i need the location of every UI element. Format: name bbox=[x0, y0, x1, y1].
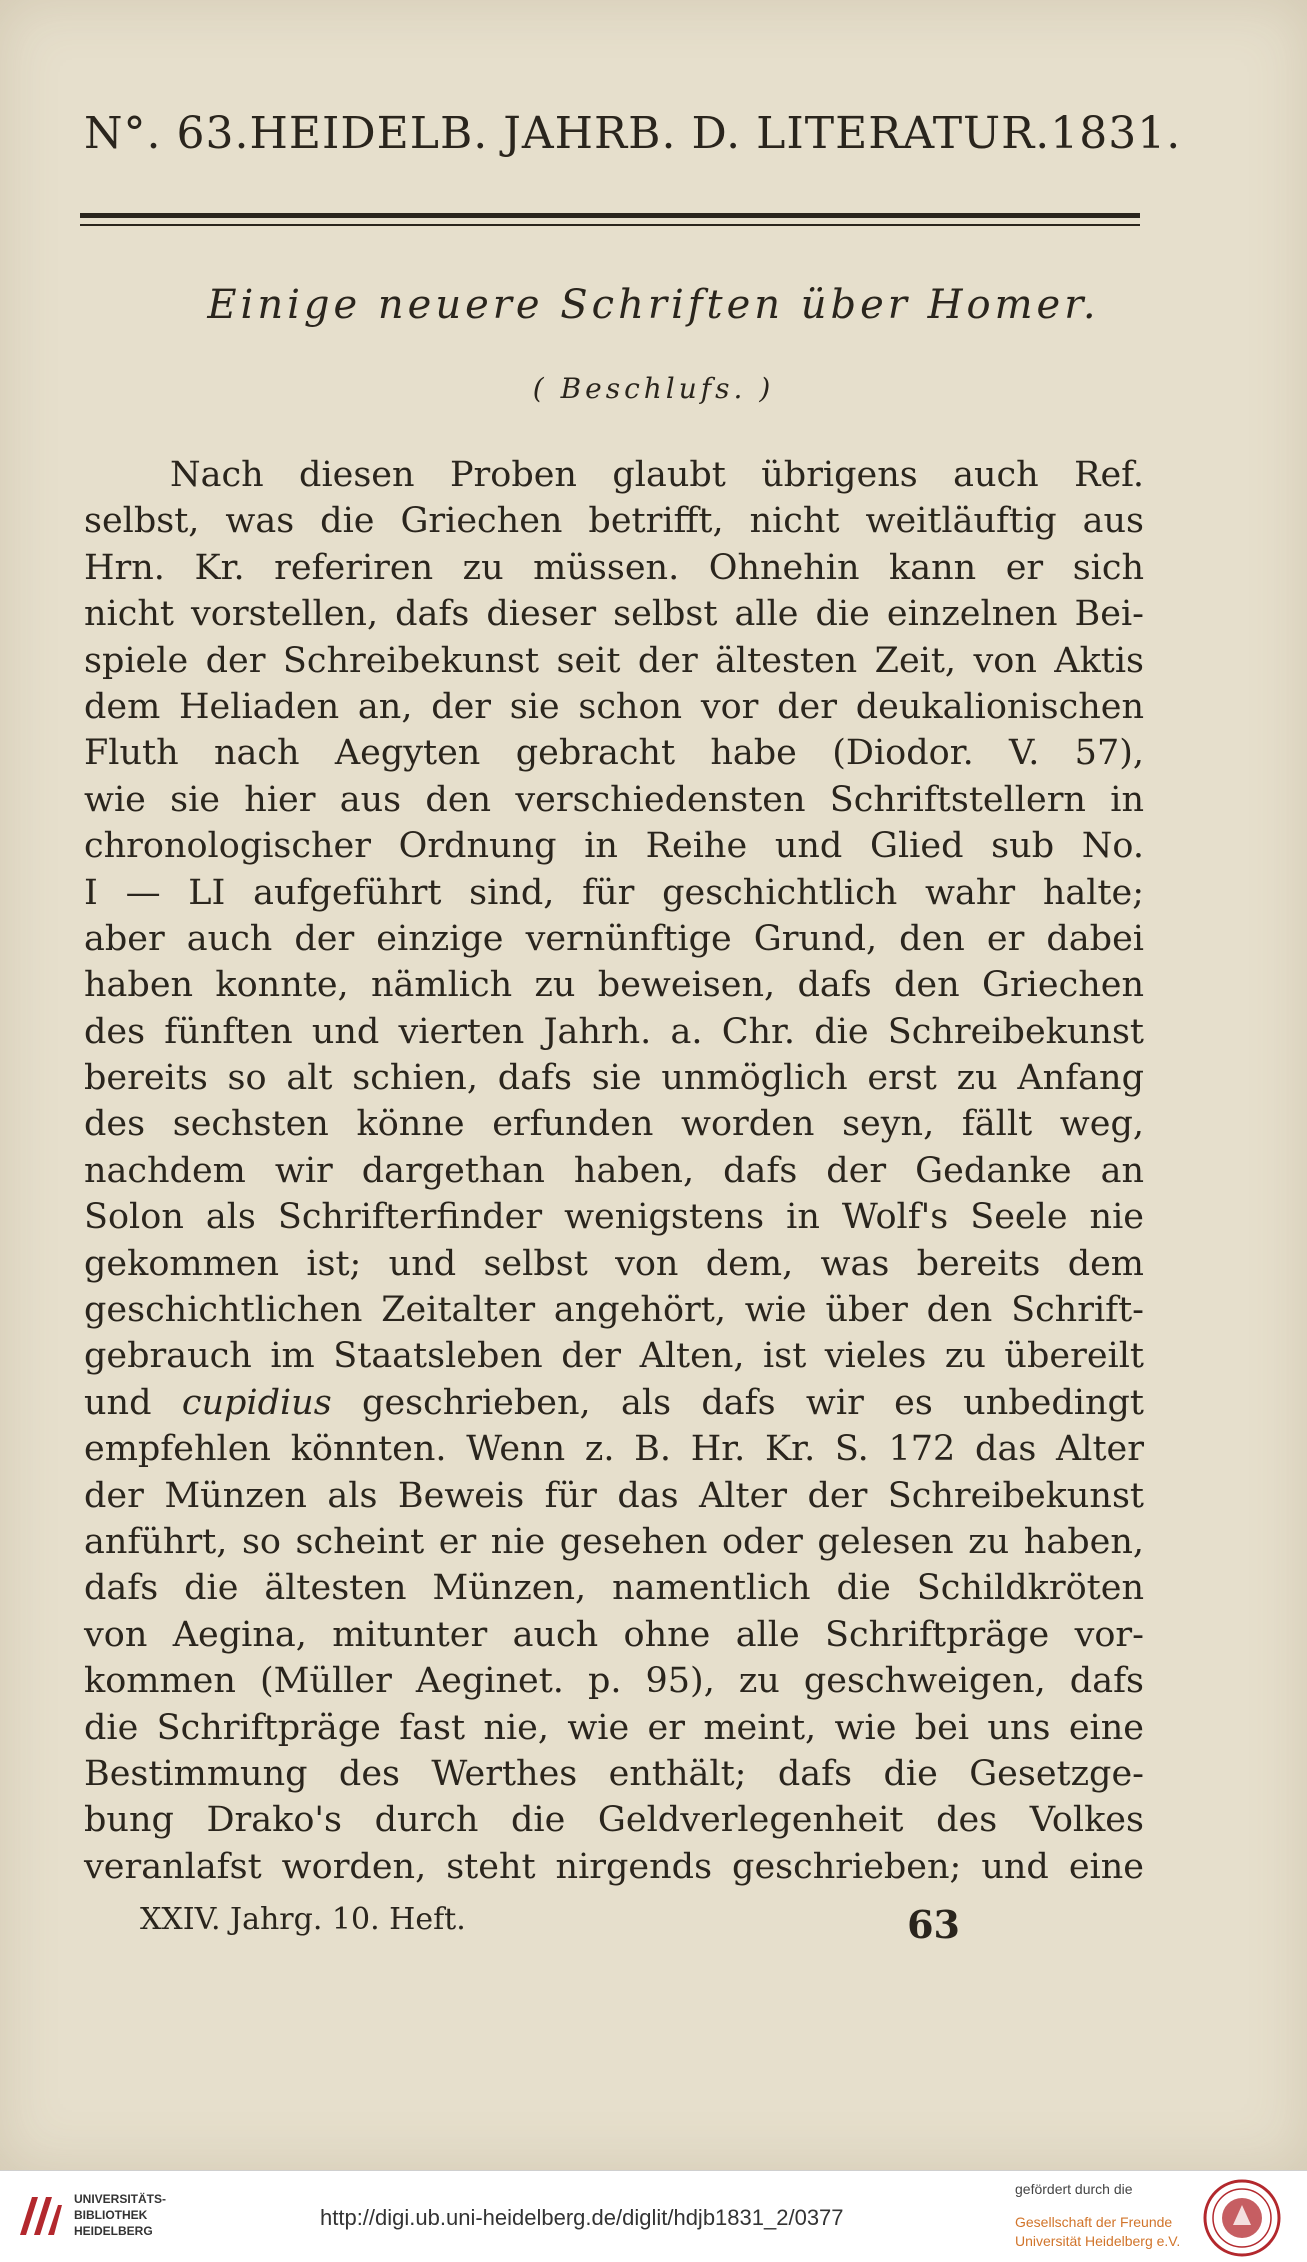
emphasis-word: cupidius bbox=[181, 1382, 332, 1423]
text-line: haben konnte, nämlich zu beweisen, dafs den Griechen bbox=[84, 965, 1144, 1006]
body-text bbox=[84, 452, 1144, 1890]
text-line: gekommen ist; und selbst von dem, was bereits dem bbox=[84, 1243, 1144, 1284]
text-line: selbst, was die Griechen betrifft, nicht weitläuftig aus bbox=[84, 501, 1144, 542]
permalink-url[interactable]: http://digi.ub.uni-heidelberg.de/diglit/hdjb1831_2/0377 bbox=[320, 2205, 844, 2230]
text-line: der Münzen als Beweis für das Alter der Schreibekunst bbox=[84, 1475, 1144, 1516]
text-line: I — LI aufgeführt sind, für geschichtlich wahr halte; bbox=[84, 872, 1144, 913]
text-line: geschichtlichen Zeitalter angehört, wie über den Schrift- bbox=[84, 1290, 1144, 1331]
text-line: aber auch der einzige vernünftige Grund, den er dabei bbox=[84, 918, 1144, 959]
text-line: Solon als Schrifterfinder wenigstens in Wolf's Seele nie bbox=[84, 1197, 1144, 1238]
text-line: und cupidius geschrieben, als dafs wir es unbedingt bbox=[84, 1382, 1144, 1423]
library-name: UNIVERSITÄTS- BIBLIOTHEK HEIDELBERG bbox=[74, 2192, 167, 2238]
sheet-number: 63 bbox=[907, 1902, 960, 1947]
text-line: die Schriftpräge fast nie, wie er meint, wie bei uns eine bbox=[84, 1707, 1144, 1748]
text-line: Fluth nach Aegyten gebracht habe (Diodor. V. 57), bbox=[84, 733, 1144, 774]
text-line: anführt, so scheint er nie gesehen oder gelesen zu haben, bbox=[84, 1521, 1144, 1562]
volume-note: XXIV. Jahrg. 10. Heft. bbox=[140, 1902, 466, 1937]
text-line: dem Heliaden an, der sie schon vor der deukalionischen bbox=[84, 686, 1144, 727]
journal-title: HEIDELB. JAHRB. D. LITERATUR. bbox=[249, 108, 1051, 159]
university-seal-icon bbox=[1203, 2179, 1281, 2257]
digitization-footer bbox=[0, 2170, 1307, 2262]
text-line: nicht vorstellen, dafs dieser selbst alle die einzelnen Bei- bbox=[84, 594, 1144, 635]
text-line: Hrn. Kr. referiren zu müssen. Ohnehin kann er sich bbox=[84, 547, 1144, 588]
sponsor-name: Gesellschaft der Freunde Universität Heidelberg e.V. bbox=[1015, 2214, 1181, 2249]
text-line: empfehlen könnten. Wenn z. B. Hr. Kr. S. 172 das Alter bbox=[84, 1429, 1144, 1470]
article-title: Einige neuere Schriften über Homer. bbox=[207, 282, 1100, 328]
text-line: Nach diesen Proben glaubt übrigens auch Ref. bbox=[170, 455, 1144, 495]
text-line: Bestimmung des Werthes enthält; dafs die Gesetzge- bbox=[84, 1753, 1144, 1794]
header-rule-thick bbox=[80, 213, 1140, 218]
issue-number: N°. 63. bbox=[84, 108, 250, 159]
text-line: spiele der Schreibekunst seit der ältesten Zeit, von Aktis bbox=[84, 640, 1144, 681]
text-line: wie sie hier aus den verschiedensten Schriftstellern in bbox=[84, 779, 1144, 820]
text-line: gebrauch im Staatsleben der Alten, ist vieles zu übereilt bbox=[84, 1336, 1144, 1377]
university-library-logo-icon bbox=[14, 2191, 64, 2241]
text-line: kommen (Müller Aeginet. p. 95), zu geschweigen, dafs bbox=[84, 1661, 1144, 1702]
text-line: von Aegina, mitunter auch ohne alle Schriftpräge vor- bbox=[84, 1614, 1144, 1655]
running-head bbox=[84, 108, 1182, 159]
text-line: des sechsten könne erfunden worden seyn, fällt weg, bbox=[84, 1104, 1144, 1145]
text-line: bung Drako's durch die Geldverlegenheit des Volkes bbox=[84, 1800, 1144, 1841]
text-line: veranlafst worden, steht nirgends geschrieben; und eine bbox=[84, 1846, 1144, 1887]
text-line: dafs die ältesten Münzen, namentlich die Schildkröten bbox=[84, 1568, 1144, 1609]
text-line: chronologischer Ordnung in Reihe und Glied sub No. bbox=[84, 826, 1144, 867]
year: 1831. bbox=[1050, 108, 1182, 159]
text-line: nachdem wir dargethan haben, dafs der Gedanke an bbox=[84, 1150, 1144, 1191]
header-rule-thin bbox=[80, 224, 1140, 226]
sponsor-label: gefördert durch die bbox=[1015, 2181, 1133, 2197]
continuation-note: ( Beschlufs. ) bbox=[532, 372, 775, 405]
text-line: des fünften und vierten Jahrh. a. Chr. die Schreibekunst bbox=[84, 1011, 1144, 1052]
text-line: bereits so alt schien, dafs sie unmöglich erst zu Anfang bbox=[84, 1058, 1144, 1099]
signature-line bbox=[140, 1902, 960, 1947]
